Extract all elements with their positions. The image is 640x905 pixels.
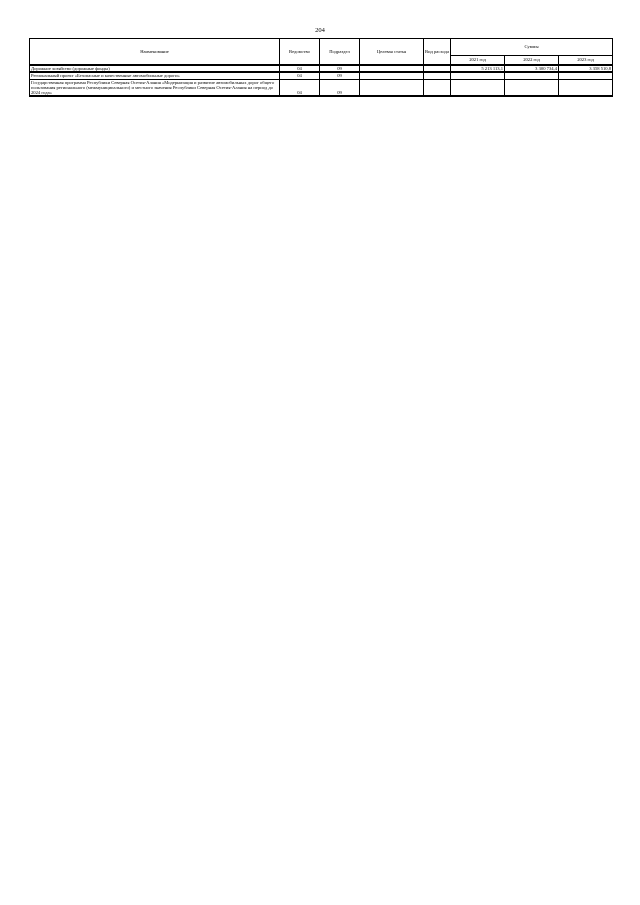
row-sum-2021-cell [451, 96, 505, 97]
row-department-cell: 04 [280, 73, 320, 79]
row-sum-2022-cell [505, 79, 559, 96]
row-department-cell: 04 [280, 66, 320, 72]
header-target-article: Целевая статья [360, 39, 424, 65]
row-sum-2023-cell: 3 358 510,8 [559, 66, 613, 72]
header-sums: Суммы [451, 39, 613, 56]
row-sum-2022-cell: 3 300 734,4 [505, 66, 559, 72]
row-sum-2021-cell: 5 213 113,1 [451, 66, 505, 72]
page-number: 204 [315, 27, 325, 34]
budget-table [29, 38, 613, 97]
row-subsection-cell: 09 [320, 66, 360, 72]
row-expense-type-cell [424, 96, 451, 97]
header-subsection: Подраздел [320, 39, 360, 65]
table-row [30, 79, 613, 96]
row-name-cell: Дорожное хозяйство (дорожные фонды) [30, 66, 280, 72]
row-department-cell: 04 [280, 79, 320, 96]
header-year-2023: 2023 год [559, 56, 613, 65]
header-year-2021: 2021 год [451, 56, 505, 65]
row-sum-2023-cell [559, 79, 613, 96]
row-name-cell [30, 96, 280, 97]
row-subsection-cell [320, 96, 360, 97]
row-target-article-cell [360, 96, 424, 97]
header-department: Ведомство [280, 39, 320, 65]
row-department-cell [280, 96, 320, 97]
table-row [30, 96, 613, 97]
row-name-cell: Региональный проект «Безопасные и качественные автомобильные дороги» [30, 73, 280, 79]
header-name: Наименование [30, 39, 280, 65]
row-sum-2021-cell [451, 79, 505, 96]
row-subsection-cell: 09 [320, 73, 360, 79]
row-sum-2022-cell [505, 96, 559, 97]
row-subsection-cell: 09 [320, 79, 360, 96]
header-year-2022: 2022 год [505, 56, 559, 65]
header-expense-type: Вид расхода [424, 39, 451, 65]
row-name-cell: Государственная программа Республики Северная Осетия-Алания «Модернизация и развитие автомобильных дорог общего пользования регионального (межмуниципального) и местного значения Республики Северная Осетия-Алания на период до 2024 года» [30, 79, 280, 96]
table-body [30, 65, 613, 97]
row-target-article-cell [360, 79, 424, 96]
row-sum-2023-cell [559, 96, 613, 97]
row-expense-type-cell [424, 79, 451, 96]
